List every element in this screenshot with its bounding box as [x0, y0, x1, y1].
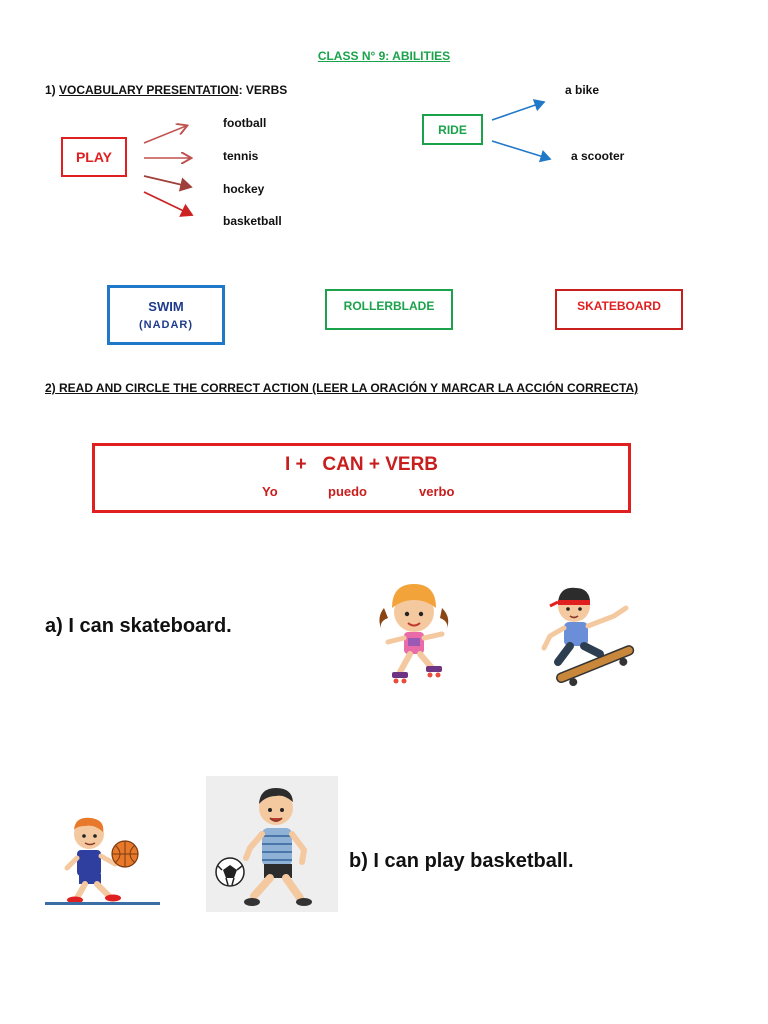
formula-box	[92, 443, 631, 513]
swim-box	[107, 285, 225, 345]
arrow-ride-scooter	[492, 141, 550, 159]
formula-puedo: puedo	[328, 484, 367, 499]
play-box: PLAY	[61, 137, 127, 177]
swim-translation: (NADAR)	[138, 318, 194, 331]
ride-box: RIDE	[422, 114, 483, 145]
formula-yo: Yo	[262, 484, 278, 499]
skateboard-box: SKATEBOARD	[555, 289, 683, 330]
play-item-football: football	[223, 116, 267, 130]
section-2-number: 2)	[45, 381, 56, 395]
ride-item-bike: a bike	[565, 83, 600, 97]
sentence-a: a) I can skateboard.	[45, 615, 232, 637]
section-2-text: READ AND CIRCLE THE CORRECT ACTION (LEER LA ORACIÓN Y MARCAR LA ACCIÓN CORRECTA)	[55, 381, 639, 395]
sentence-b: b) I can play basketball.	[349, 850, 574, 872]
arrow-ride-bike	[492, 102, 544, 120]
arrow-play-hockey	[144, 176, 191, 187]
section-1-suffix: : VERBS	[238, 83, 288, 97]
arrow-play-football	[144, 126, 186, 143]
section-2-heading	[45, 381, 638, 395]
play-item-basketball: basketball	[223, 214, 282, 228]
page-title: CLASS N° 9: ABILITIES	[317, 49, 451, 63]
section-1-label: VOCABULARY PRESENTATION	[59, 83, 239, 97]
boy-basketball-image	[45, 812, 160, 908]
arrow-play-basketball	[144, 192, 192, 215]
girl-rollerblading-image	[370, 578, 460, 686]
swim-label: SWIM	[148, 299, 184, 314]
formula-verbo: verbo	[419, 484, 455, 499]
rollerblade-box: ROLLERBLADE	[325, 289, 453, 330]
formula-main: I + CAN + VERB	[284, 454, 439, 475]
section-1-number: 1)	[45, 83, 60, 97]
ride-item-scooter: a scooter	[571, 149, 625, 163]
play-item-hockey: hockey	[223, 182, 265, 196]
boy-skateboarding-image	[528, 578, 640, 686]
boy-soccer-image	[206, 776, 338, 912]
vocabulary-arrows	[0, 0, 768, 260]
play-item-tennis: tennis	[223, 149, 259, 163]
